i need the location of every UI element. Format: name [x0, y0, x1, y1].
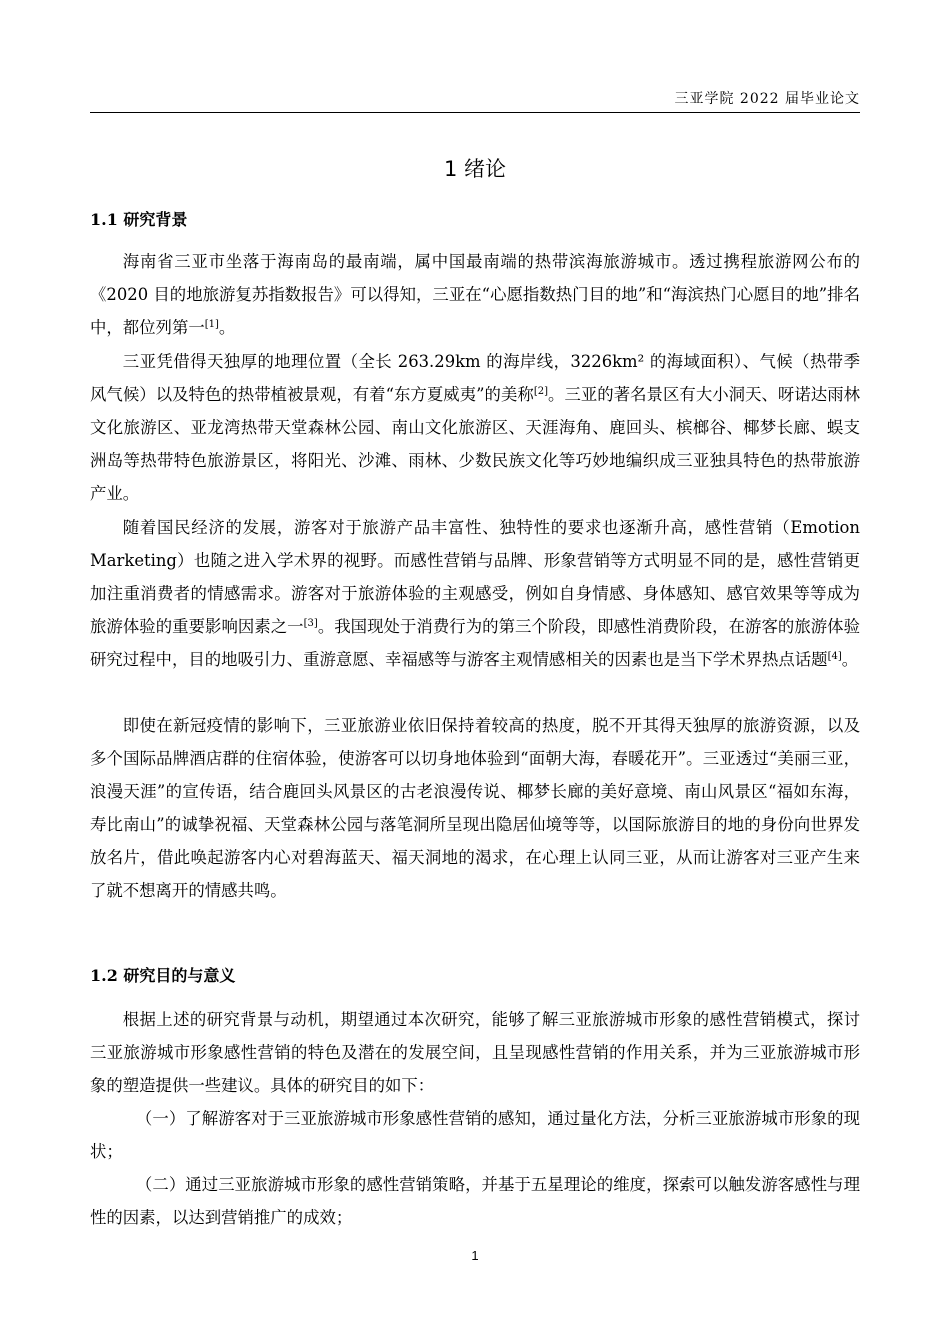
paragraph-purpose-intro: 根据上述的研究背景与动机，期望通过本次研究，能够了解三亚旅游城市形象的感性营销模式，探讨三亚旅游城市形象感性营销的特色及潜在的发展空间，且呈现感性营销的作用关系，并为三亚旅游城市形象的塑造提供一些建议。具体的研究目的如下：	[90, 1010, 860, 1095]
paragraph-background-2: 三亚凭借得天独厚的地理位置（全长 263.29km 的海岸线，3226km² 的海域面积）、气候（热带季风气候）以及特色的热带植被景观，有着“东方夏威夷”的美称[2]。三亚的著名景区有大小洞天、呀诺达雨林文化旅游区、亚龙湾热带天堂森林公园、南山文化旅游区、天涯海角、鹿回头、槟榔谷、椰梦长廊、蜈支洲岛等热带特色旅游景区，将阳光、沙滩、雨林、少数民族文化等巧妙地编织成三亚独具特色的热带旅游产业。	[90, 352, 861, 503]
purpose-item-2: （二）通过三亚旅游城市形象的感性营销策略，并基于五星理论的维度，探索可以触发游客感性与理性的因素，以达到营销推广的成效；	[90, 1175, 860, 1227]
section-heading-1-2: 1.2 研究目的与意义	[90, 966, 236, 985]
paragraph-background-1: 海南省三亚市坐落于海南岛的最南端，属中国最南端的热带滨海旅游城市。透过携程旅游网公布的《2020 目的地旅游复苏指数报告》可以得知，三亚在“心愿指数热门目的地”和“海滨热门心愿目的地”排名中，都位列第一[1]。	[90, 252, 860, 337]
citation-ref: [2]	[533, 386, 548, 397]
paragraph-background-4: 即使在新冠疫情的影响下，三亚旅游业依旧保持着较高的热度，脱不开其得天独厚的旅游资源，以及多个国际品牌酒店群的住宿体验，使游客可以切身地体验到“面朝大海，春暖花开”。三亚透过“美丽三亚，浪漫天涯”的宣传语，结合鹿回头风景区的古老浪漫传说、椰梦长廊的美好意境、南山风景区“福如东海，寿比南山”的诚挚祝福、天堂森林公园与落笔洞所呈现出隐居仙境等等，以国际旅游目的地的身份向世界发放名片，借此唤起游客内心对碧海蓝天、福天洞地的渴求，在心理上认同三亚，从而让游客对三亚产生来了就不想离开的情感共鸣。	[90, 716, 860, 900]
paragraph-background-3: 随着国民经济的发展，游客对于旅游产品丰富性、独特性的要求也逐渐升高，感性营销（Emotion Marketing）也随之进入学术界的视野。而感性营销与品牌、形象营销等方式明显不同的是，感性营销更加注重消费者的情感需求。游客对于旅游体验的主观感受，例如自身情感、身体感知、感官效果等等成为旅游体验的重要影响因素之一[3]。我国现处于消费行为的第三个阶段，即感性消费阶段，在游客的旅游体验研究过程中，目的地吸引力、重游意愿、幸福感等与游客主观情感相关的因素也是当下学术界热点话题[4]。	[90, 518, 861, 669]
page-number: 1	[471, 1248, 479, 1263]
purpose-item-1: （一）了解游客对于三亚旅游城市形象感性营销的感知，通过量化方法，分析三亚旅游城市形象的现状；	[90, 1109, 860, 1161]
chapter-title: 1 绪论	[443, 157, 507, 181]
citation-ref: [3]	[303, 618, 318, 629]
section-heading-1-1: 1.1 研究背景	[90, 210, 188, 229]
running-header: 三亚学院 2022 届毕业论文	[90, 90, 860, 113]
citation-ref: [1]	[204, 319, 219, 330]
citation-ref: [4]	[827, 651, 842, 662]
